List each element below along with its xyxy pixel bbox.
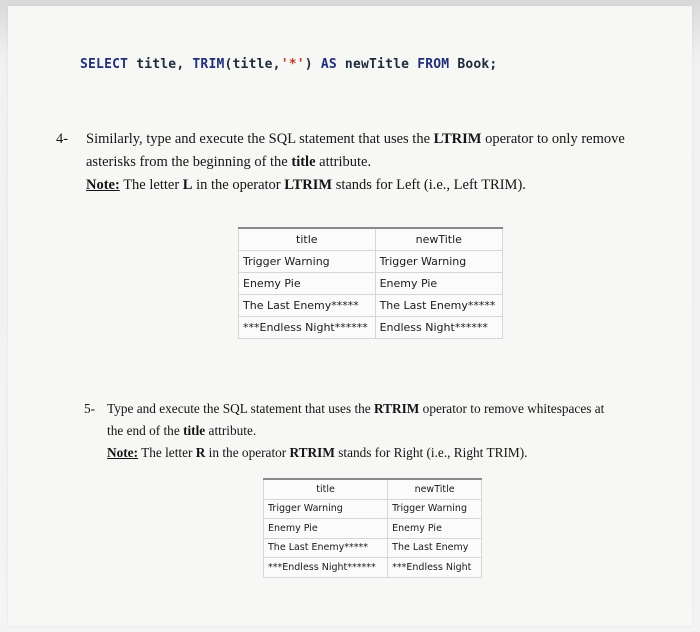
sql-keyword: TRIM	[192, 57, 225, 72]
sql-text: newTitle	[336, 57, 418, 72]
table-header-row	[239, 228, 503, 251]
table-cell: The Last Enemy*****	[375, 295, 502, 317]
operator-name: LTRIM	[284, 177, 333, 193]
sql-text: Book;	[449, 57, 498, 72]
operator-name: RTRIM	[289, 445, 335, 460]
ltrim-result-table	[238, 227, 503, 339]
note-label: Note:	[107, 445, 139, 460]
rtrim-result-table	[263, 478, 482, 578]
column-header: newTitle	[388, 479, 482, 499]
step-5-line-1	[84, 398, 664, 420]
table-cell: ***Endless Night******	[264, 558, 388, 578]
text: in the operator	[192, 177, 285, 193]
table-cell: Trigger Warning	[388, 499, 482, 519]
step-number: 4-	[56, 131, 69, 147]
table-row	[239, 251, 503, 273]
table-row	[264, 519, 482, 539]
text: Similarly, type and execute the SQL statement that uses the	[86, 131, 434, 147]
table-row	[264, 499, 482, 519]
column-header: title	[239, 228, 376, 251]
table-row	[239, 295, 503, 317]
table-cell: Enemy Pie	[375, 273, 502, 295]
attribute-name: title	[291, 154, 316, 170]
letter: R	[195, 445, 206, 460]
text: the end of the	[107, 423, 184, 438]
step-number: 5-	[84, 401, 96, 416]
text: operator to only remove	[481, 131, 625, 147]
text: stands for Left (i.e., Left TRIM).	[332, 177, 526, 193]
table-cell: Trigger Warning	[264, 499, 388, 519]
note-label: Note:	[86, 177, 120, 193]
table-row	[239, 273, 503, 295]
table-cell: Trigger Warning	[375, 251, 502, 273]
step-4-note	[56, 174, 666, 197]
step-5-line-2	[84, 420, 664, 442]
table-cell: The Last Enemy*****	[264, 538, 388, 558]
operator-name: RTRIM	[374, 401, 420, 416]
text: attribute.	[315, 154, 372, 170]
sql-text: )	[304, 57, 321, 72]
table-cell: ***Endless Night	[388, 558, 482, 578]
sql-text: title,	[128, 57, 193, 72]
sql-keyword: FROM	[417, 57, 450, 72]
operator-name: LTRIM	[433, 131, 482, 147]
text: asterisks from the beginning of the	[86, 154, 292, 170]
table-cell: The Last Enemy	[388, 538, 482, 558]
sql-text: (title,	[224, 57, 281, 72]
table-cell: Enemy Pie	[264, 519, 388, 539]
letter: L	[182, 177, 193, 193]
sql-statement	[80, 57, 497, 72]
attribute-name: title	[183, 423, 206, 438]
step-4-line-1	[56, 128, 666, 151]
step-4-instructions	[56, 128, 666, 197]
text: in the operator	[205, 445, 290, 460]
sql-keyword: AS	[320, 57, 337, 72]
sql-string: '*'	[280, 57, 305, 72]
text: The letter	[119, 177, 183, 193]
table-header-row	[264, 479, 482, 499]
table-cell: Endless Night******	[375, 317, 502, 339]
table-row	[264, 538, 482, 558]
table-cell: ***Endless Night******	[239, 317, 376, 339]
text: The letter	[138, 445, 196, 460]
table-cell: Enemy Pie	[239, 273, 376, 295]
column-header: newTitle	[375, 228, 502, 251]
table-cell: Trigger Warning	[239, 251, 376, 273]
table-cell: The Last Enemy*****	[239, 295, 376, 317]
step-4-line-2	[56, 151, 666, 174]
text: stands for Right (i.e., Right TRIM).	[334, 445, 528, 460]
table-cell: Enemy Pie	[388, 519, 482, 539]
text: attribute.	[205, 423, 257, 438]
column-header: title	[264, 479, 388, 499]
step-5-note	[84, 442, 664, 464]
step-5-instructions	[84, 398, 664, 464]
text: Type and execute the SQL statement that uses the	[107, 401, 375, 416]
sql-keyword: SELECT	[80, 57, 129, 72]
table-row	[264, 558, 482, 578]
text: operator to remove whitespaces at	[419, 401, 605, 416]
table-row	[239, 317, 503, 339]
